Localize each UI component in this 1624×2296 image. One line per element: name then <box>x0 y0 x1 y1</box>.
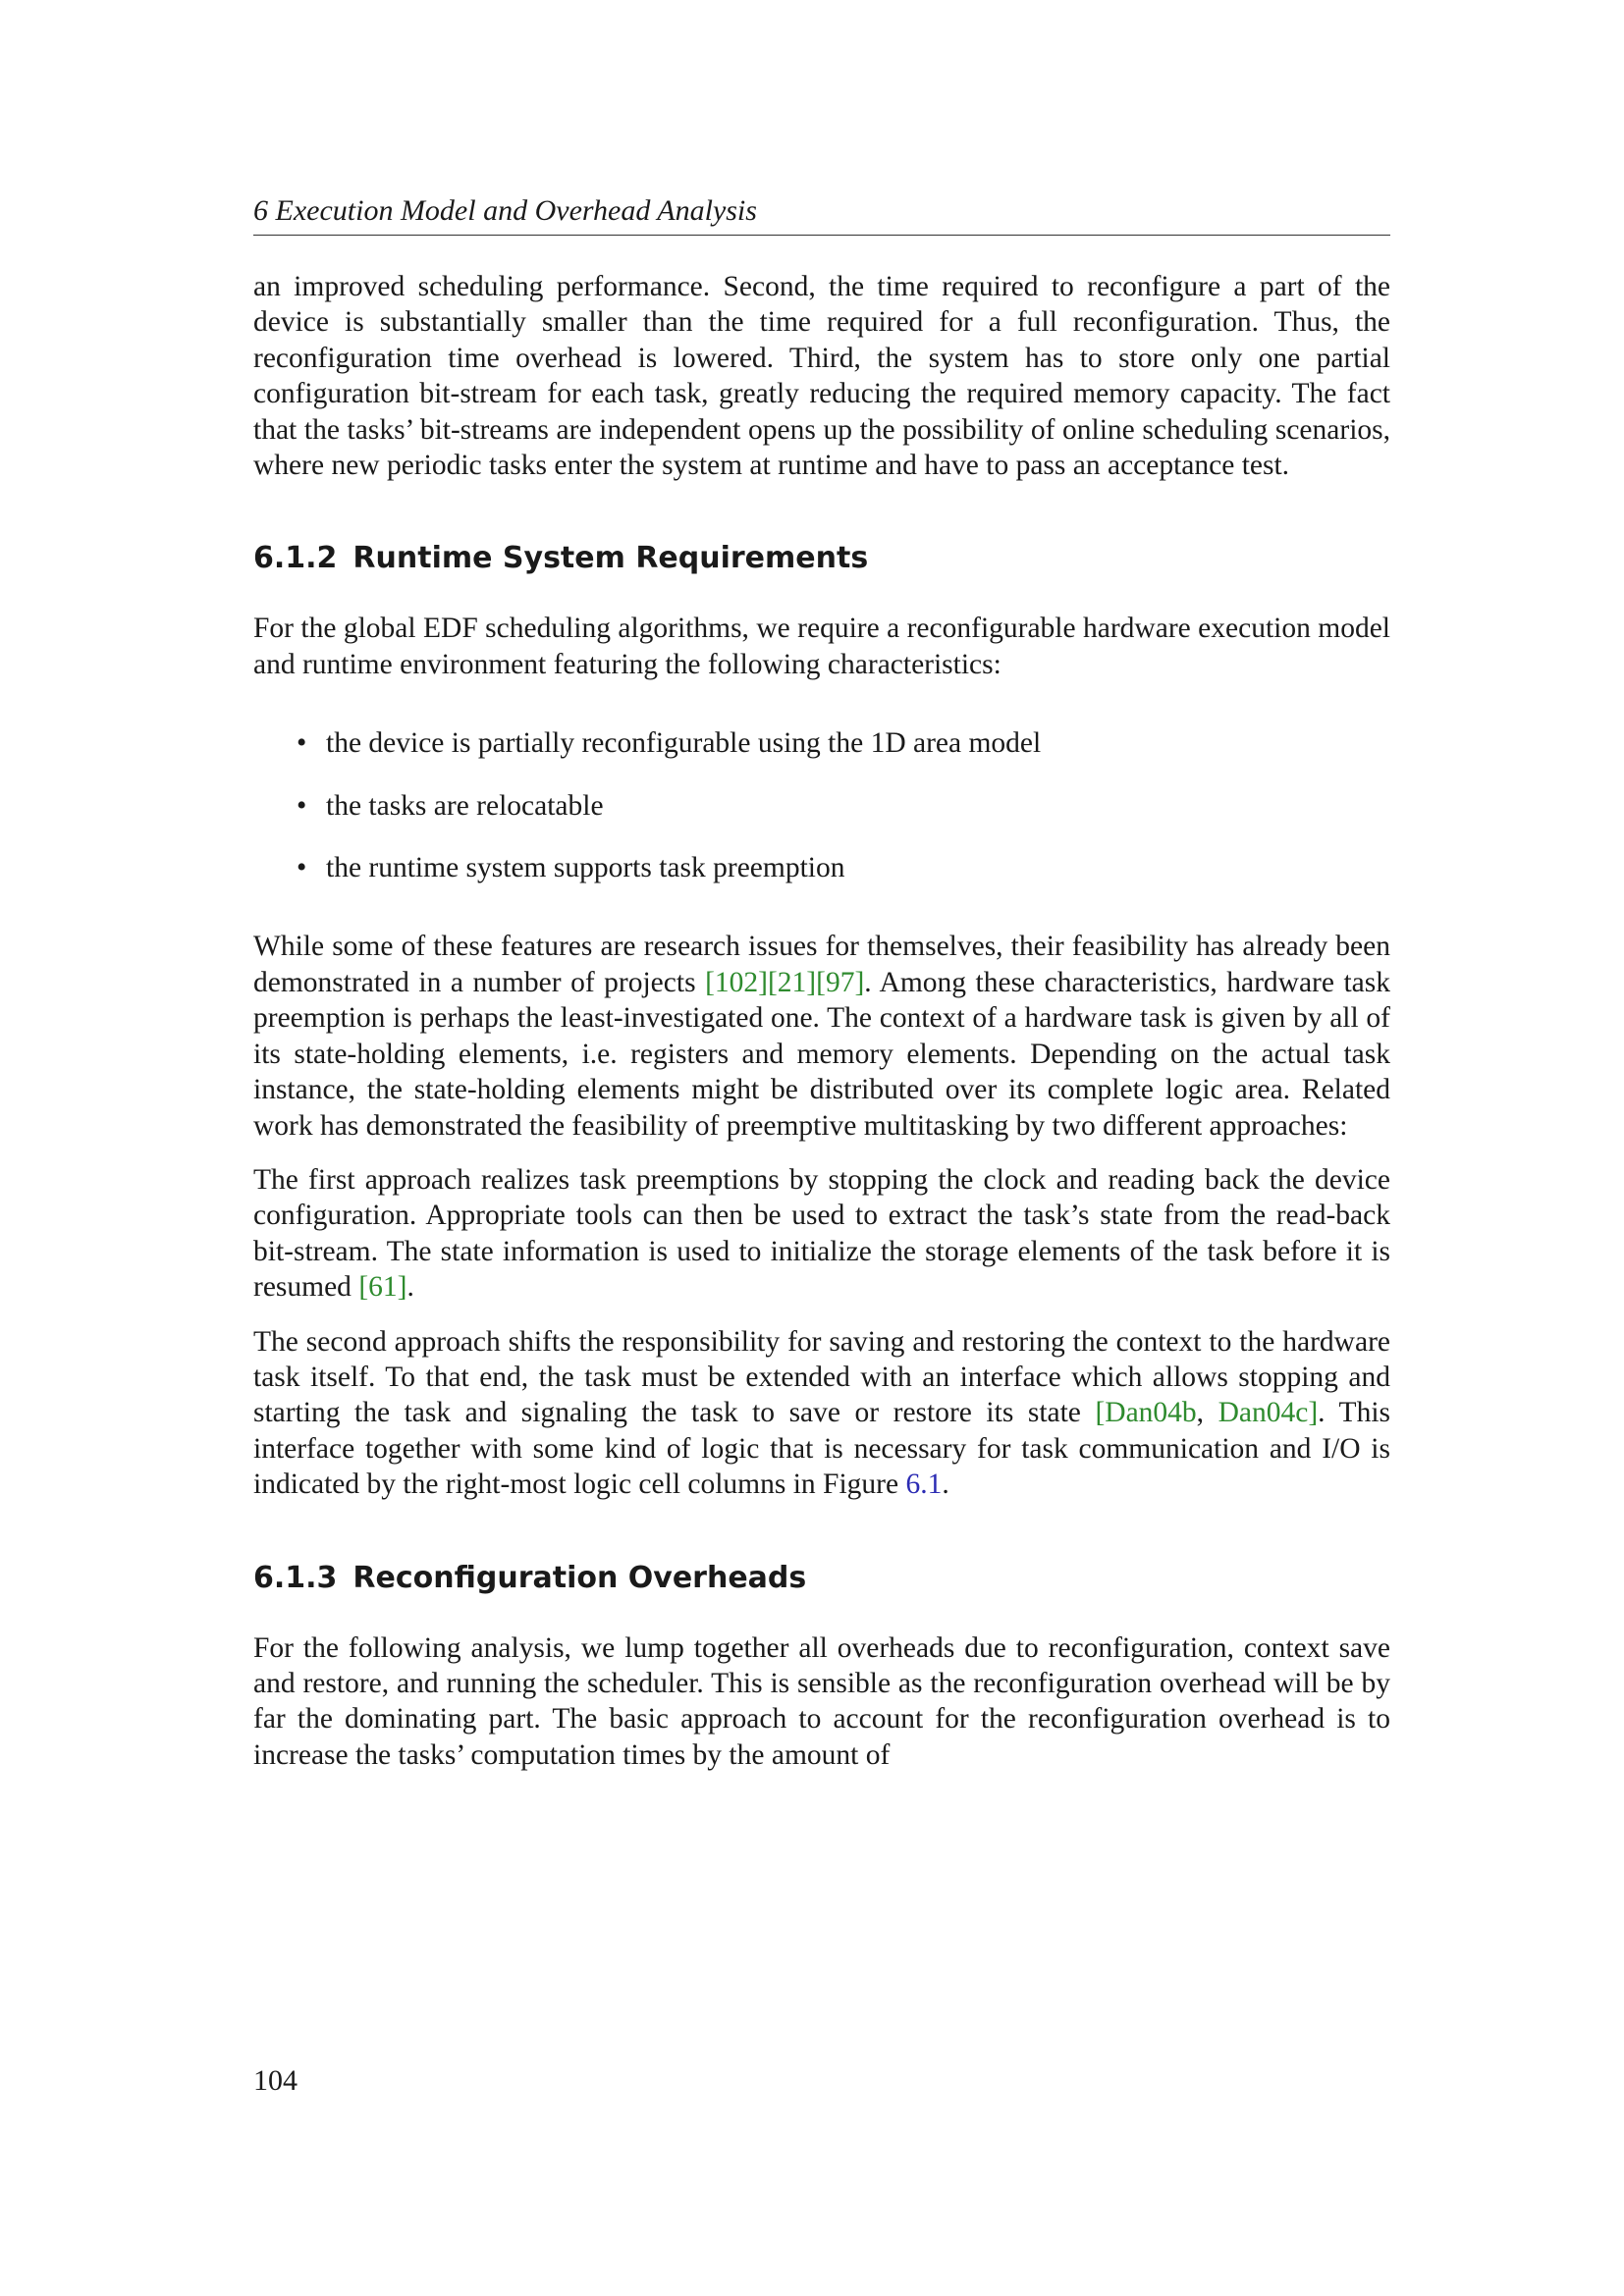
citation-bracket: ] <box>397 1271 407 1304</box>
list-item <box>297 850 1390 885</box>
page-number: 104 <box>253 2064 298 2097</box>
figure-reference-link[interactable]: 6.1 <box>905 1468 943 1501</box>
section-title: Runtime System Requirements <box>352 541 869 576</box>
citation-bracket: ] <box>1308 1397 1319 1429</box>
citation-separator: , <box>1196 1397 1218 1429</box>
list-item <box>297 725 1390 761</box>
citation-link[interactable]: 21 <box>777 966 807 998</box>
bullet-icon: • <box>297 789 307 822</box>
text-run: . Among these characteristics, hardware task preemption is perhaps the least-investigated one. The context of a hardware task is given by all of its state-holding elements, i.e. registers and memory elements. Depending on the actual task instance, the state-holding elements might be distributed over its complete logic area. Related work has demonstrated the feasibility of preemptive multitasking by two different approaches: <box>253 966 1390 1142</box>
citation-link[interactable]: Dan04c <box>1218 1397 1309 1429</box>
section-heading-6-1-2 <box>253 539 1390 578</box>
text-run: . <box>406 1271 414 1304</box>
bullet-icon: • <box>297 852 307 884</box>
text-run: The second approach shifts the responsibility for saving and restoring the context to the hardware task itself. To that end, the task must be extended with an interface which allows stopping and starting the task and signaling the task to save or restore its state <box>253 1325 1390 1429</box>
list-item-text: the device is partially reconfigurable using the 1D area model <box>326 727 1042 760</box>
citation-link[interactable]: 97 <box>825 966 855 998</box>
section-number: 6.1.3 <box>253 1560 338 1595</box>
citation-bracket: [ <box>705 966 715 998</box>
section-number: 6.1.2 <box>253 541 338 576</box>
bullet-icon: • <box>297 727 307 760</box>
text-run: The first approach realizes task preemptions by stopping the clock and reading back the device configuration. Appropriate tools can then be used to extract the task’s state from the read-back bit-stream. The state information is used to initialize the storage elements of the task before it is resumed <box>253 1163 1390 1304</box>
section-title: Reconfiguration Overheads <box>352 1560 807 1595</box>
section-heading-6-1-3 <box>253 1559 1390 1598</box>
text-run: . This interface together with some kind of logic that is necessary for task communication and I/O is indicated by the right-most logic cell columns in Figure <box>253 1397 1390 1501</box>
citation-bracket: [ <box>358 1271 369 1304</box>
first-approach-paragraph <box>253 1162 1390 1306</box>
citation-bracket: [ <box>816 966 826 998</box>
list-item-text: the runtime system supports task preemption <box>326 852 845 884</box>
text-run: While some of these features are research issues for themselves, their feasibility has already been demonstrated in a number of projects <box>253 931 1390 998</box>
citation-bracket: ] <box>806 966 817 998</box>
citation-link[interactable]: 61 <box>368 1271 398 1304</box>
running-header: 6 Execution Model and Overhead Analysis <box>253 191 1390 236</box>
citation-bracket: ] <box>758 966 768 998</box>
feasibility-paragraph <box>253 929 1390 1143</box>
text-run: . <box>942 1468 949 1501</box>
second-approach-paragraph <box>253 1324 1390 1503</box>
list-item-text: the tasks are relocatable <box>326 789 604 822</box>
page-body <box>253 191 1390 1773</box>
intro-paragraph: an improved scheduling performance. Second, the time required to reconfigure a part of the device is substantially smaller than the time required for a full reconfiguration. Thus, the reconfiguration time overhead is lowered. Third, the system has to store only one partial configuration bit-stream for each task, greatly reducing the required memory capacity. The fact that the tasks’ bit-streams are independent opens up the possibility of online scheduling scenarios, where new periodic tasks enter the system at runtime and have to pass an acceptance test. <box>253 271 1390 482</box>
list-item <box>297 788 1390 824</box>
citation-link[interactable]: 102 <box>714 966 759 998</box>
citation-bracket: [ <box>1095 1397 1106 1429</box>
section-6-1-2-intro: For the global EDF scheduling algorithms, we require a reconfigurable hardware execution model and runtime environment featuring the following characteristics: <box>253 613 1390 680</box>
citation-bracket: ] <box>854 966 865 998</box>
overheads-paragraph: For the following analysis, we lump together all overheads due to reconfiguration, context save and restore, and running the scheduler. This is sensible as the reconfiguration overhead will be by far the dominating part. The basic approach to account for the reconfiguration overhead is to increase the tasks’ computation times by the amount of <box>253 1631 1390 1771</box>
citation-link[interactable]: Dan04b <box>1105 1397 1197 1429</box>
citation-bracket: [ <box>767 966 778 998</box>
requirements-list <box>253 725 1390 885</box>
